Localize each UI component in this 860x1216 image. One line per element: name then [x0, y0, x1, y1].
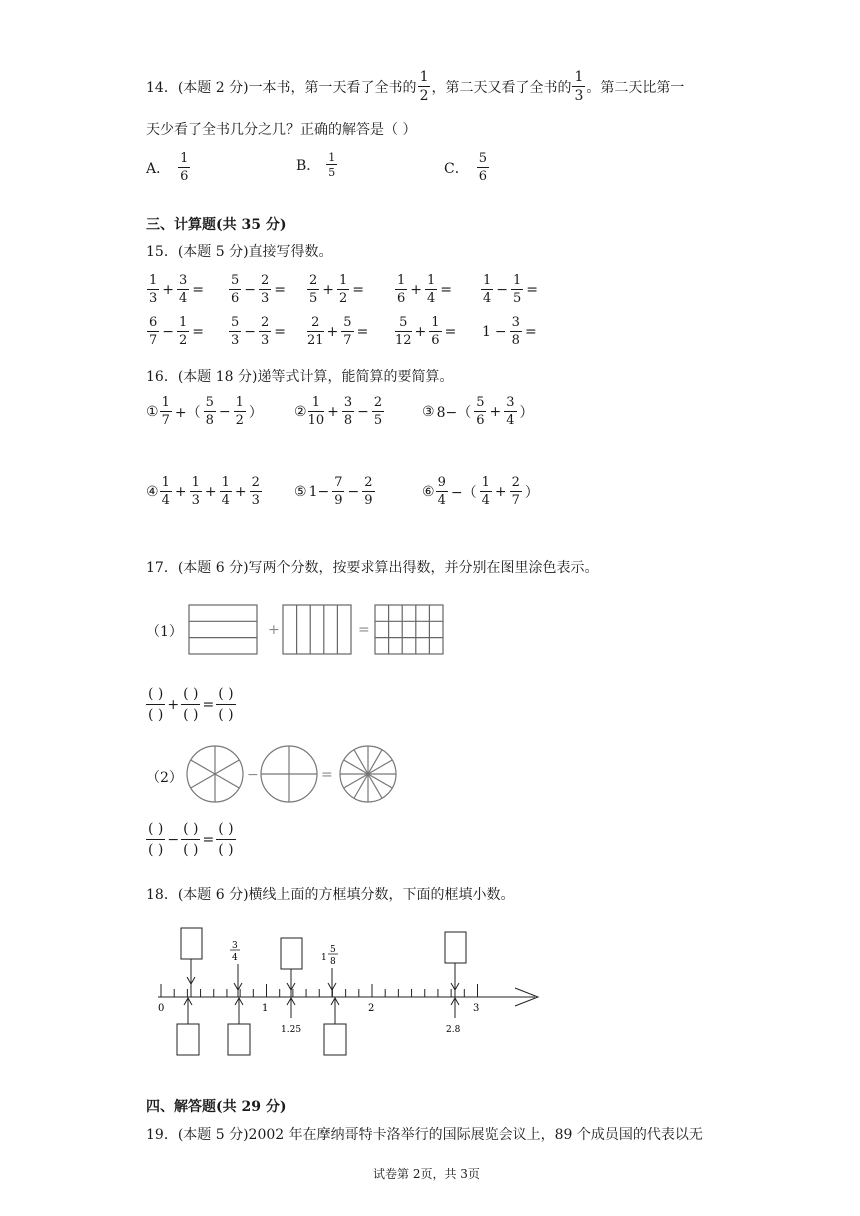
- q16-item: [146, 476, 263, 507]
- section-3-heading: 三、计算题(共 35 分): [146, 217, 287, 233]
- blank-fraction[interactable]: ( ) ( ): [218, 686, 234, 723]
- operator: =: [274, 281, 287, 298]
- operator: =: [356, 323, 369, 340]
- tick-label-3: 3: [473, 1003, 480, 1014]
- operator: +: [410, 281, 423, 298]
- top-label-1-5-8-whole: 1: [321, 953, 327, 963]
- q16-item: [294, 476, 376, 507]
- fraction: 9 4: [437, 475, 446, 508]
- fraction: $\frac{3}{8}$: [343, 395, 353, 428]
- fraction: $\frac{1}{2}$: [235, 395, 244, 428]
- fraction: 1 4: [161, 475, 170, 508]
- q14-fraction-2: 1 3: [574, 69, 584, 104]
- operator: −: [244, 323, 257, 340]
- operator: +: [489, 403, 502, 420]
- q19-text: 19．(本题 5 分)2002 年在摩纳哥特卡洛举行的国际展览会议上，89 个成员国的代表以无: [146, 1127, 703, 1143]
- q17-part1-label: （1）: [146, 624, 183, 640]
- fraction: $\frac{7}{9}$: [334, 475, 343, 508]
- bottom-label-1-25: 1.25: [281, 1025, 302, 1035]
- q14-number: 14．: [146, 79, 178, 96]
- page-footer: 试卷第 2页，共 3页: [373, 1167, 480, 1181]
- q16-item: [294, 396, 385, 427]
- tick-label-2: 2: [368, 1003, 375, 1014]
- blank-fraction[interactable]: ( ) ( ): [218, 821, 234, 858]
- q14-text2: ，第二天又看了全书的: [431, 79, 572, 96]
- bottom-label-2-8: 2.8: [446, 1025, 461, 1035]
- fraction: 5 3: [231, 315, 240, 348]
- expression: [307, 476, 376, 507]
- fraction: 5 6: [231, 273, 240, 306]
- fraction: $\frac{1}{2}$: [179, 315, 188, 348]
- tick-label-1: 1: [262, 1003, 269, 1014]
- q16-title: 16．(本题 18 分)递等式计算，能简算的要简算。: [146, 369, 454, 385]
- fraction: $\frac{1}{2}$: [339, 273, 348, 306]
- q14-text1: 一本书，第一天看了全书的: [248, 79, 417, 96]
- q16-row-1: [146, 396, 766, 436]
- operator: =: [526, 281, 539, 298]
- operator: −: [347, 483, 360, 500]
- fraction: 1 7: [161, 395, 170, 428]
- q17-blank-equation-1: ( ) ( ) + ( ) ( ) = ( ) ( ): [148, 686, 234, 723]
- operator: +: [174, 483, 187, 500]
- q15-title: 15．(本题 5 分)直接写得数。: [146, 244, 333, 260]
- fraction: 1 3: [149, 273, 158, 306]
- fraction: $\frac{2}{3}$: [261, 273, 270, 306]
- operator: +: [327, 403, 339, 420]
- fraction: 6 7: [149, 315, 158, 348]
- expression: [435, 476, 541, 507]
- blank-fraction[interactable]: ( ) ( ): [183, 821, 199, 858]
- fraction: $\frac{2}{9}$: [364, 475, 373, 508]
- expression: [159, 476, 263, 507]
- fraction: $\frac{2}{5}$: [373, 395, 383, 428]
- plus-sign: +: [268, 622, 280, 638]
- equals-sign: =: [321, 767, 333, 783]
- operator: 8−（: [436, 404, 472, 421]
- q16-item: [422, 396, 536, 427]
- operator: −: [494, 323, 507, 340]
- operator: +（: [174, 404, 201, 421]
- expression: [435, 396, 536, 427]
- blank-fraction[interactable]: ( ) ( ): [148, 686, 164, 723]
- q14-line1: [146, 70, 684, 103]
- q14-option-a: A． 1 6: [146, 151, 189, 184]
- operator: ）: [524, 484, 539, 501]
- fraction: $\frac{3}{8}$: [511, 315, 520, 348]
- operator: −（: [450, 484, 477, 501]
- operator: 1: [482, 323, 491, 340]
- item-marker: ③: [422, 403, 435, 420]
- section-4-heading: 四、解答题(共 29 分): [146, 1099, 287, 1115]
- fraction: $\frac{2}{3}$: [261, 315, 270, 348]
- operator: =: [192, 323, 205, 340]
- fraction: $\frac{3}{4}$: [179, 273, 188, 306]
- fraction: 5 12: [395, 315, 412, 348]
- operator: =: [352, 281, 365, 298]
- q17-title: 17．(本题 6 分)写两个分数，按要求算出得数，并分别在图里涂色表示。: [146, 560, 599, 576]
- operator: +: [414, 323, 427, 340]
- operator: 1−: [308, 483, 330, 500]
- fraction: $\frac{2}{7}$: [511, 475, 520, 508]
- fraction: $\frac{5}{7}$: [343, 315, 352, 348]
- fraction: 5 8: [205, 395, 214, 428]
- top-label-1-5-8-num: 5: [330, 945, 336, 955]
- fraction: $\frac{3}{4}$: [506, 395, 515, 428]
- operator: ）: [519, 404, 534, 421]
- fraction: 2 5: [309, 273, 318, 306]
- operator: +: [234, 483, 247, 500]
- fraction: $\frac{1}{4}$: [221, 475, 230, 508]
- operator: −: [244, 281, 257, 298]
- operator: +: [162, 281, 175, 298]
- q16-item: [146, 396, 265, 427]
- q17-part2-label: （2）: [146, 770, 183, 786]
- fraction: 1 6: [397, 273, 406, 306]
- q15-row-2: [146, 316, 766, 356]
- q17-part1-figure: [180, 598, 450, 660]
- expression: [480, 316, 539, 347]
- expression: [307, 396, 386, 427]
- expression: [228, 316, 288, 347]
- operator: =: [440, 281, 453, 298]
- operator: =: [192, 281, 205, 298]
- expression: [228, 274, 288, 305]
- operator: −: [218, 403, 231, 420]
- expression: [306, 316, 370, 347]
- q16-row-2: [146, 476, 766, 516]
- operator: −: [496, 281, 509, 298]
- q14-text3: 。第二天比第一: [586, 79, 685, 96]
- operator: ）: [248, 404, 263, 421]
- tick-label-0: 0: [158, 1003, 165, 1014]
- fraction: 1 4: [483, 273, 492, 306]
- item-marker: ①: [146, 403, 159, 420]
- operator: +: [204, 483, 217, 500]
- operator: +: [326, 323, 339, 340]
- q14-line2: 天少看了全书几分之几？正确的解答是（ ）: [146, 122, 417, 138]
- fraction: $\frac{1}{3}$: [191, 475, 200, 508]
- q14-option-b: B． 1 5: [296, 151, 336, 179]
- expression: [480, 274, 540, 305]
- q14-fraction-1: 1 2: [419, 69, 429, 104]
- expression: [146, 316, 206, 347]
- operator: +: [322, 281, 335, 298]
- equals-sign: =: [358, 622, 370, 638]
- q15-row-1: [146, 274, 766, 314]
- minus-sign: −: [247, 767, 259, 783]
- operator: =: [444, 323, 457, 340]
- operator: =: [524, 323, 537, 340]
- top-label-1-5-8-den: 8: [330, 957, 336, 967]
- rect-thirds: [189, 605, 257, 654]
- q16-item: [422, 476, 541, 507]
- item-marker: ⑥: [422, 483, 435, 500]
- rect-fifteenths: [375, 605, 443, 654]
- blank-fraction[interactable]: ( ) ( ): [183, 686, 199, 723]
- expression: [159, 396, 265, 427]
- rect-fifths: [283, 605, 351, 654]
- fraction: $\frac{2}{3}$: [251, 475, 260, 508]
- fraction: $\frac{1}{5}$: [513, 273, 522, 306]
- item-marker: ⑤: [294, 483, 307, 500]
- fraction: 5 6: [476, 395, 485, 428]
- item-marker: ④: [146, 483, 159, 500]
- expression: [394, 274, 454, 305]
- operator: +: [494, 483, 507, 500]
- item-marker: ②: [294, 403, 307, 420]
- fraction: 2 21: [307, 315, 324, 348]
- fraction: $\frac{1}{6}$: [431, 315, 440, 348]
- q18-number-line: [150, 922, 550, 1062]
- q18-title: 18．(本题 6 分)横线上面的方框填分数，下面的框填小数。: [146, 887, 515, 903]
- operator: −: [357, 403, 369, 420]
- operator: −: [162, 323, 175, 340]
- fraction: 1 10: [307, 395, 325, 428]
- blank-fraction[interactable]: ( ) ( ): [148, 821, 164, 858]
- fraction: 1 4: [481, 475, 490, 508]
- q17-blank-equation-2: ( ) ( ) − ( ) ( ) = ( ) ( ): [148, 821, 234, 858]
- expression: [394, 316, 458, 347]
- q14-option-c: C． 5 6: [444, 151, 487, 184]
- top-label-3-4-num: 3: [232, 941, 238, 951]
- q14-tag: (本题 2 分): [177, 79, 249, 96]
- operator: =: [274, 323, 287, 340]
- expression: [146, 274, 206, 305]
- fraction: $\frac{1}{4}$: [427, 273, 436, 306]
- top-label-3-4-den: 4: [232, 953, 238, 963]
- q17-part2-figure: [180, 743, 410, 805]
- expression: [306, 274, 366, 305]
